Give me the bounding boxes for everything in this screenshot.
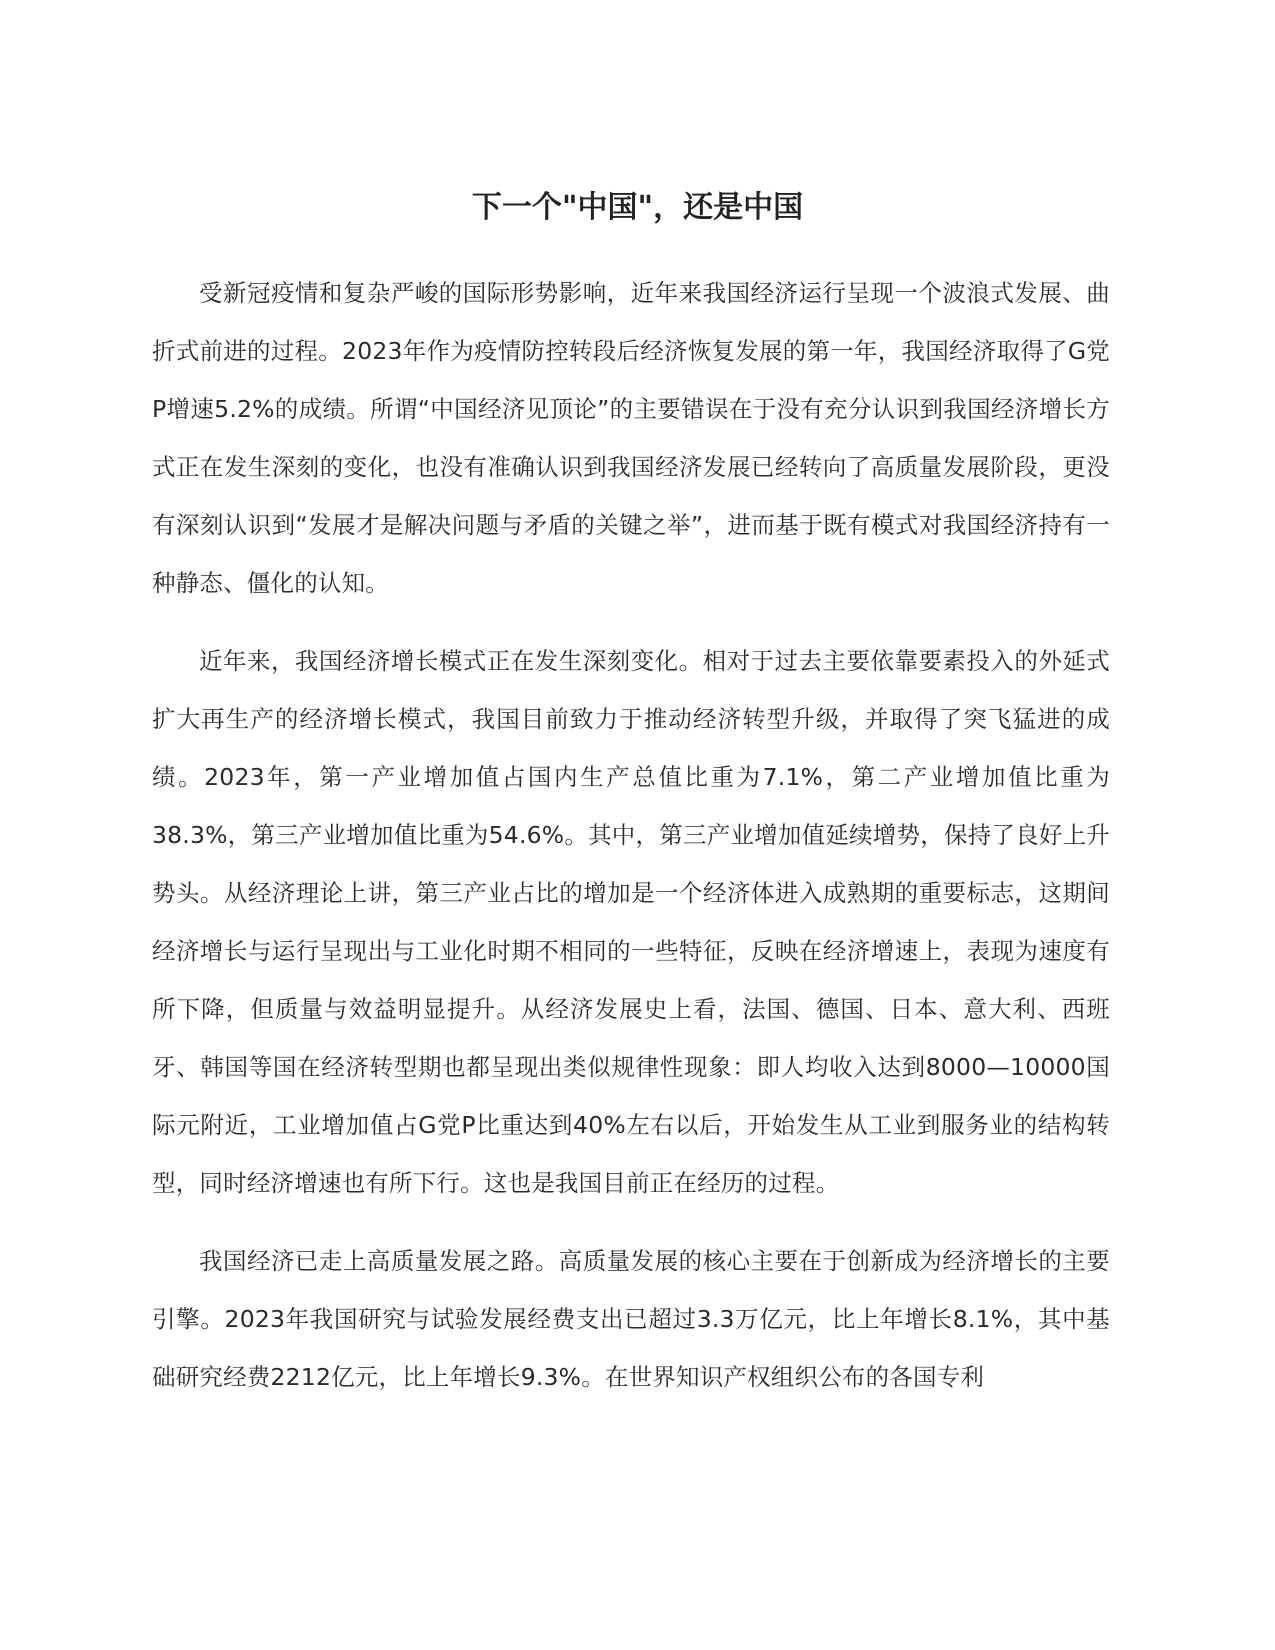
paragraph: 近年来，我国经济增长模式正在发生深刻变化。相对于过去主要依靠要素投入的外延式扩大再生产的经济增长模式，我国目前致力于推动经济转型升级，并取得了突飞猛进的成绩。2023年，第一产业增加值占国内生产总值比重为7.1%，第二产业增加值比重为38.3%，第三产业增加值比重为54.6%。其中，第三产业增加值延续增势，保持了良好上升势头。从经济理论上讲，第三产业占比的增加是一个经济体进入成熟期的重要标志，这期间经济增长与运行呈现出与工业化时期不相同的一些特征，反映在经济增速上，表现为速度有所下降，但质量与效益明显提升。从经济发展史上看，法国、德国、日本、意大利、西班牙、韩国等国在经济转型期也都呈现出类似规律性现象：即人均收入达到8000—10000国际元附近，工业增加值占G党P比重达到40%左右以后，开始发生从工业到服务业的结构转型，同时经济增速也有所下行。这也是我国目前正在经历的过程。 [152, 647, 1110, 1197]
paragraph: 我国经济已走上高质量发展之路。高质量发展的核心主要在于创新成为经济增长的主要引擎。2023年我国研究与试验发展经费支出已超过3.3万亿元，比上年增长8.1%，其中基础研究经费2212亿元，比上年增长9.3%。在世界知识产权组织公布的各国专利 [152, 1247, 1110, 1391]
document-title: 下一个"中国"，还是中国 [471, 190, 804, 225]
paragraph: 受新冠疫情和复杂严峻的国际形势影响，近年来我国经济运行呈现一个波浪式发展、曲折式前进的过程。2023年作为疫情防控转段后经济恢复发展的第一年，我国经济取得了G党P增速5.2%的成绩。所谓“中国经济见顶论”的主要错误在于没有充分认识到我国经济增长方式正在发生深刻的变化，也没有准确认识到我国经济发展已经转向了高质量发展阶段，更没有深刻认识到“发展才是解决问题与矛盾的关键之举”，进而基于既有模式对我国经济持有一种静态、僵化的认知。 [152, 279, 1110, 597]
document-body [152, 264, 1110, 1426]
